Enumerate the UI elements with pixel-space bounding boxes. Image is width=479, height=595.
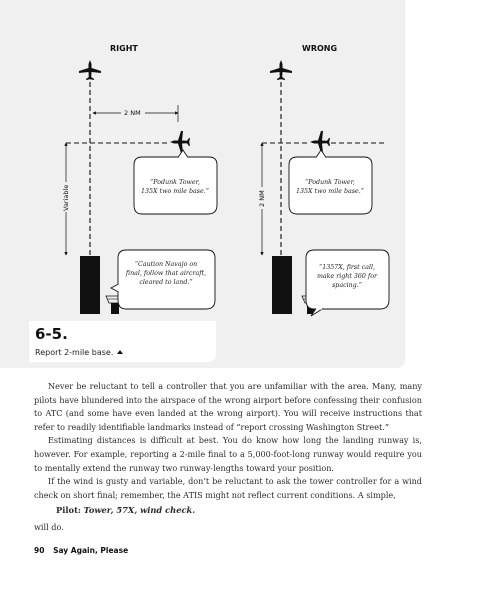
traffic-pattern-diagram	[0, 0, 405, 320]
svg-text:“Caution Navajo on: “Caution Navajo on	[134, 261, 198, 268]
airplane-icon	[270, 60, 292, 80]
speech-bubble	[111, 250, 215, 309]
svg-text:cleared to land.”: cleared to land.”	[139, 279, 193, 286]
figure-number: 6-5.	[35, 325, 68, 343]
svg-text:spacing.”: spacing.”	[332, 282, 362, 289]
svg-text:“Podunk Tower,: “Podunk Tower,	[305, 179, 355, 186]
label-wrong: WRONG	[302, 44, 338, 53]
svg-text:make right 360 for: make right 360 for	[316, 273, 378, 280]
dim-2nm-horizontal: 2 NM	[124, 109, 141, 117]
svg-text:“Podunk Tower,: “Podunk Tower,	[150, 179, 200, 186]
airplane-icon	[170, 131, 190, 153]
svg-text:final, follow that aircraft,: final, follow that aircraft,	[125, 270, 207, 277]
airplane-icon	[310, 131, 330, 153]
body-text	[34, 380, 422, 535]
chapter-title: Say Again, Please	[53, 546, 129, 555]
label-right: RIGHT	[110, 44, 138, 53]
page-number: 90	[34, 546, 45, 555]
speech-bubble	[289, 150, 372, 214]
paragraph: Never be reluctant to tell a controller that you are unfamiliar with the area. Many, many pilots have blundered into the airspace of the wrong airport before confessing their confusion to ATC (and some have even landed at the wrong airport). You will receive instructions that refer to readily identifiable landmarks instead of “report crossing Washington Street.”	[34, 381, 422, 432]
pilot-phrase: Pilot: Tower, 57X, wind check.	[56, 505, 196, 516]
svg-text:135X two mile base.”: 135X two mile base.”	[141, 188, 209, 195]
figure-caption: Report 2-mile base.	[35, 348, 123, 357]
svg-text:135X two mile base.”: 135X two mile base.”	[296, 188, 364, 195]
speech-bubble	[134, 150, 217, 214]
dim-2nm-vertical: 2 NM	[258, 190, 266, 207]
paragraph: If the wind is gusty and variable, don’t be reluctant to ask the tower controller for a wind check on short final; remember, the ATIS might not reflect current conditions. A simple,	[34, 476, 422, 500]
airplane-icon	[79, 60, 101, 80]
svg-text:“1357X, first call,: “1357X, first call,	[318, 264, 376, 271]
runway	[80, 256, 100, 314]
paragraph: Estimating distances is difficult at best. You do know how long the landing runway is, however. For example, reporting a 2-mile final to a 5,000-foot-long runway would require you to mentally extend the runway two runway-lengths toward your position.	[34, 435, 422, 473]
speech-bubble	[306, 250, 389, 316]
page-footer	[34, 546, 134, 555]
dim-variable: Variable	[62, 184, 70, 211]
triangle-up-icon	[117, 350, 123, 354]
runway	[272, 256, 292, 314]
paragraph: will do.	[34, 521, 64, 532]
